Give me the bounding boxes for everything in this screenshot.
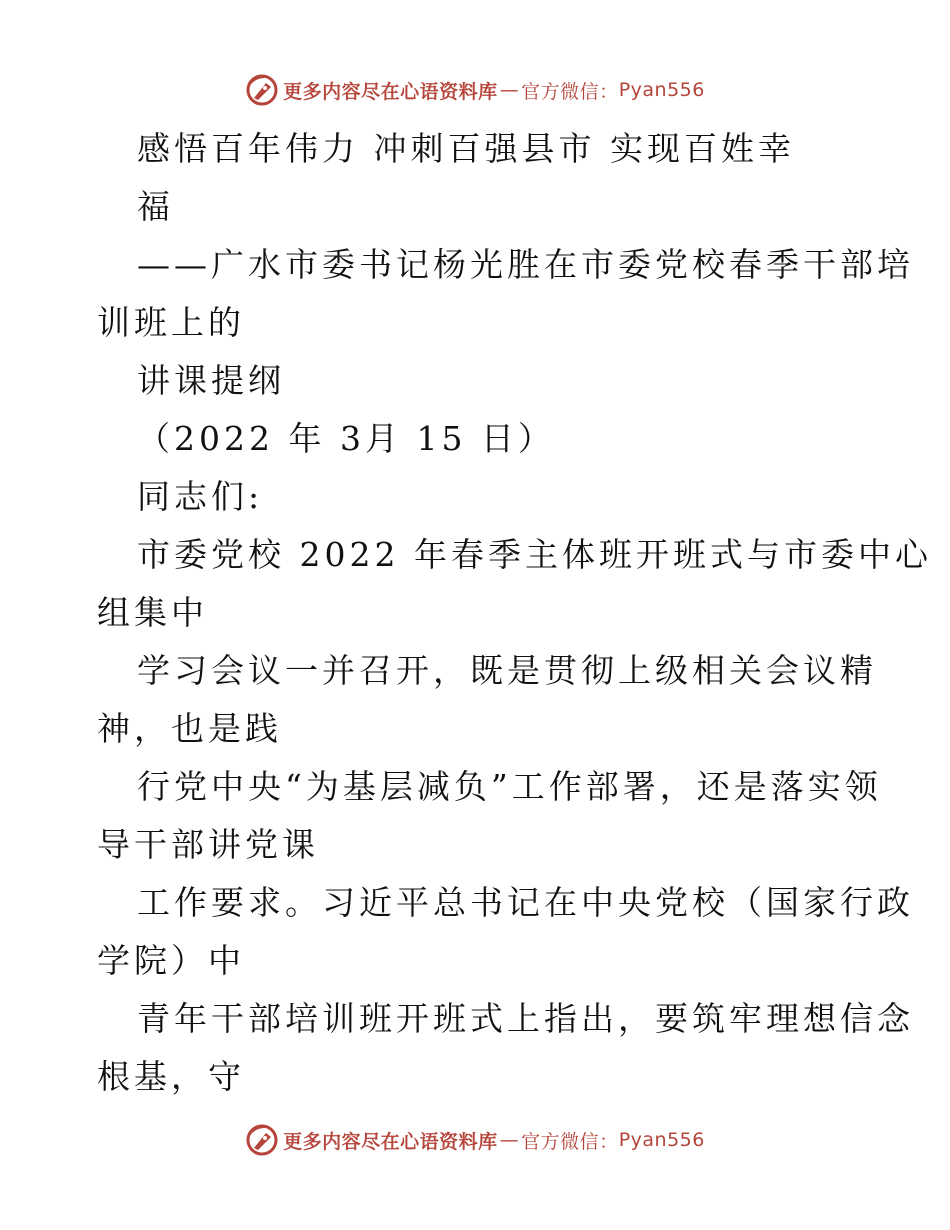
footer-wechat-label: 官方微信：	[521, 1130, 619, 1153]
text-line: 市委党校 2022 年春季主体班开班式与市委中心	[137, 535, 932, 574]
header-brand: 更多内容尽在心语资料库	[283, 80, 498, 103]
pen-nib-logo-icon	[245, 1123, 279, 1157]
text-line: ——广水市委书记杨光胜在市委党校春季干部培	[137, 245, 914, 284]
text-line: （2022 年 3月 15 日）	[137, 419, 555, 458]
text-line: 学院）中	[97, 941, 245, 980]
footer-watermark	[0, 1120, 950, 1160]
text-line: 导干部讲党课	[97, 825, 319, 864]
footer-dash: —	[499, 1129, 520, 1151]
text-line: 根基，守	[97, 1057, 245, 1096]
header-watermark	[0, 70, 950, 110]
header-wechat-label: 官方微信：	[521, 80, 619, 103]
pen-nib-logo-icon	[245, 73, 279, 107]
text-line: 神，也是践	[97, 709, 282, 748]
text-line: 组集中	[97, 593, 208, 632]
header-wechat-id: Pyan556	[618, 79, 705, 101]
document-body	[97, 120, 932, 1106]
text-line: 福	[137, 187, 174, 226]
text-line: 同志们:	[137, 477, 264, 516]
text-line: 行党中央“为基层减负”工作部署，还是落实领	[137, 767, 882, 806]
text-line: 训班上的	[97, 303, 245, 342]
text-line: 讲课提纲	[137, 361, 285, 400]
text-line: 青年干部培训班开班式上指出，要筑牢理想信念	[137, 999, 914, 1038]
text-line: 学习会议一并召开，既是贯彻上级相关会议精	[137, 651, 877, 690]
footer-brand: 更多内容尽在心语资料库	[283, 1130, 498, 1153]
text-line: 工作要求。习近平总书记在中央党校（国家行政	[137, 883, 914, 922]
text-line: 感悟百年伟力 冲刺百强县市 实现百姓幸	[137, 129, 795, 168]
footer-wechat-id: Pyan556	[618, 1129, 705, 1151]
header-dash: —	[499, 79, 520, 101]
